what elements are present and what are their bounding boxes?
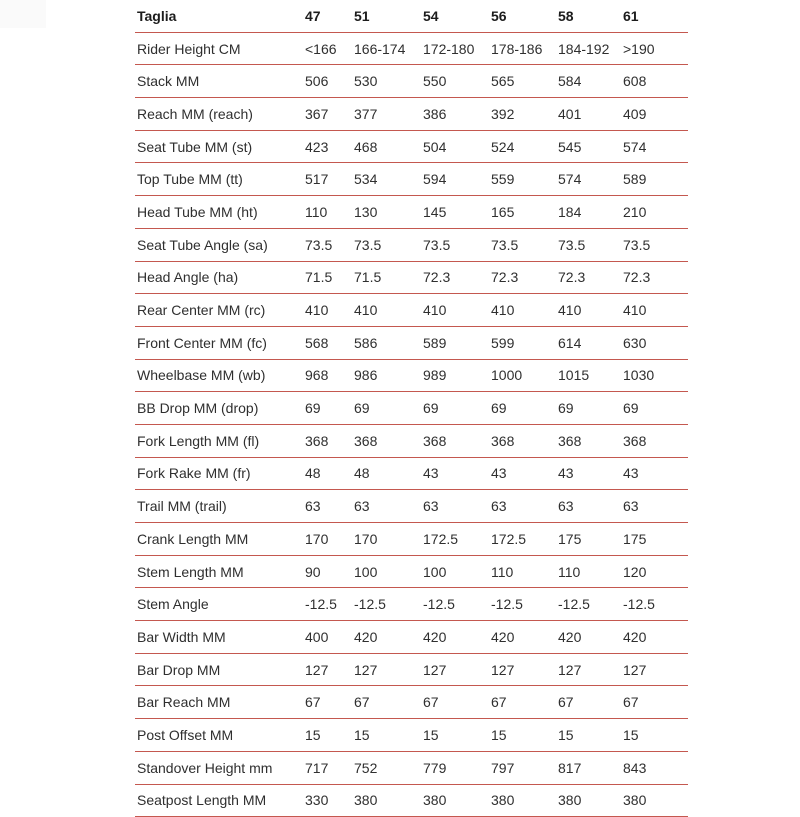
row-label: Post Offset MM [135, 719, 305, 752]
cell-value: 67 [491, 686, 558, 719]
row-label: Bar Reach MM [135, 686, 305, 719]
cell-value: 69 [623, 392, 688, 425]
cell-value: 67 [623, 686, 688, 719]
row-label: Top Tube MM (tt) [135, 163, 305, 196]
cell-value: 67 [558, 686, 623, 719]
cell-value: 574 [558, 163, 623, 196]
cell-value: 63 [423, 490, 491, 523]
cell-value: 1015 [558, 359, 623, 392]
cell-value: 410 [305, 294, 354, 327]
row-label: Front Center MM (fc) [135, 326, 305, 359]
cell-value: 380 [491, 784, 558, 817]
column-header-size: 61 [623, 0, 688, 32]
cell-value: 72.3 [423, 261, 491, 294]
cell-value: <166 [305, 32, 354, 65]
cell-value: 178-186 [491, 32, 558, 65]
cell-value: 43 [623, 457, 688, 490]
cell-value: 410 [491, 294, 558, 327]
cell-value: 568 [305, 326, 354, 359]
cell-value: 797 [491, 751, 558, 784]
row-label: Bar Width MM [135, 621, 305, 654]
cell-value: 468 [354, 130, 423, 163]
cell-value: 69 [305, 392, 354, 425]
header-row [135, 0, 688, 32]
cell-value: 172.5 [491, 523, 558, 556]
table-row [135, 719, 688, 752]
table-row [135, 784, 688, 817]
cell-value: 15 [354, 719, 423, 752]
cell-value: 100 [423, 555, 491, 588]
cell-value: 589 [623, 163, 688, 196]
cell-value: 15 [558, 719, 623, 752]
cell-value: 368 [558, 424, 623, 457]
table-row [135, 523, 688, 556]
cell-value: 368 [623, 424, 688, 457]
cell-value: 172.5 [423, 523, 491, 556]
cell-value: 72.3 [558, 261, 623, 294]
cell-value: 48 [305, 457, 354, 490]
cell-value: 145 [423, 196, 491, 229]
cell-value: 420 [558, 621, 623, 654]
cell-value: 73.5 [423, 228, 491, 261]
row-label: Head Angle (ha) [135, 261, 305, 294]
cell-value: 43 [491, 457, 558, 490]
cell-value: 72.3 [491, 261, 558, 294]
cell-value: 170 [305, 523, 354, 556]
cell-value: 130 [354, 196, 423, 229]
column-header-size: 58 [558, 0, 623, 32]
cell-value: 380 [423, 784, 491, 817]
row-label: Seatpost Length MM [135, 784, 305, 817]
cell-value: 752 [354, 751, 423, 784]
cell-value: 210 [623, 196, 688, 229]
row-label: Stack MM [135, 65, 305, 98]
cell-value: 110 [491, 555, 558, 588]
geometry-table-container [135, 0, 688, 817]
cell-value: 367 [305, 98, 354, 131]
cell-value: 368 [423, 424, 491, 457]
cell-value: 368 [354, 424, 423, 457]
row-label: Stem Angle [135, 588, 305, 621]
cell-value: 175 [558, 523, 623, 556]
cell-value: 545 [558, 130, 623, 163]
table-row [135, 228, 688, 261]
column-header-taglia: Taglia [135, 0, 305, 32]
cell-value: 1030 [623, 359, 688, 392]
cell-value: 524 [491, 130, 558, 163]
cell-value: 67 [305, 686, 354, 719]
cell-value: 586 [354, 326, 423, 359]
cell-value: 380 [558, 784, 623, 817]
table-row [135, 326, 688, 359]
cell-value: -12.5 [423, 588, 491, 621]
cell-value: 400 [305, 621, 354, 654]
cell-value: 63 [623, 490, 688, 523]
cell-value: 110 [558, 555, 623, 588]
cell-value: 15 [623, 719, 688, 752]
cell-value: 48 [354, 457, 423, 490]
cell-value: 594 [423, 163, 491, 196]
cell-value: 401 [558, 98, 623, 131]
cell-value: 565 [491, 65, 558, 98]
table-row [135, 32, 688, 65]
table-row [135, 686, 688, 719]
cell-value: 380 [354, 784, 423, 817]
cell-value: 410 [423, 294, 491, 327]
cell-value: 559 [491, 163, 558, 196]
cell-value: 608 [623, 65, 688, 98]
cell-value: 43 [423, 457, 491, 490]
cell-value: 184 [558, 196, 623, 229]
cell-value: 170 [354, 523, 423, 556]
table-row [135, 294, 688, 327]
table-row [135, 424, 688, 457]
cell-value: 127 [423, 653, 491, 686]
row-label: Fork Length MM (fl) [135, 424, 305, 457]
column-header-size: 47 [305, 0, 354, 32]
cell-value: 423 [305, 130, 354, 163]
row-label: Crank Length MM [135, 523, 305, 556]
cell-value: 127 [354, 653, 423, 686]
cell-value: 420 [423, 621, 491, 654]
cell-value: 779 [423, 751, 491, 784]
cell-value: 110 [305, 196, 354, 229]
column-header-size: 54 [423, 0, 491, 32]
cell-value: 420 [354, 621, 423, 654]
cell-value: 67 [354, 686, 423, 719]
cell-value: 184-192 [558, 32, 623, 65]
cell-value: 165 [491, 196, 558, 229]
table-row [135, 359, 688, 392]
cell-value: -12.5 [623, 588, 688, 621]
cell-value: 409 [623, 98, 688, 131]
cell-value: 584 [558, 65, 623, 98]
row-label: Seat Tube Angle (sa) [135, 228, 305, 261]
cell-value: 989 [423, 359, 491, 392]
cell-value: 73.5 [305, 228, 354, 261]
cell-value: 100 [354, 555, 423, 588]
cell-value: 817 [558, 751, 623, 784]
row-label: Reach MM (reach) [135, 98, 305, 131]
cell-value: -12.5 [305, 588, 354, 621]
cell-value: 90 [305, 555, 354, 588]
cell-value: 420 [491, 621, 558, 654]
cell-value: 534 [354, 163, 423, 196]
cell-value: 368 [491, 424, 558, 457]
column-header-size: 56 [491, 0, 558, 32]
cell-value: 63 [305, 490, 354, 523]
cell-value: 386 [423, 98, 491, 131]
cell-value: 73.5 [354, 228, 423, 261]
spec-table-body [135, 32, 688, 817]
cell-value: 410 [354, 294, 423, 327]
row-label: Fork Rake MM (fr) [135, 457, 305, 490]
cell-value: 71.5 [305, 261, 354, 294]
cell-value: 589 [423, 326, 491, 359]
table-row [135, 392, 688, 425]
cell-value: 377 [354, 98, 423, 131]
cell-value: 63 [354, 490, 423, 523]
cell-value: >190 [623, 32, 688, 65]
cell-value: 127 [491, 653, 558, 686]
geometry-spec-table [135, 0, 688, 817]
table-row [135, 130, 688, 163]
row-label: BB Drop MM (drop) [135, 392, 305, 425]
table-row [135, 196, 688, 229]
cell-value: 410 [558, 294, 623, 327]
cell-value: 330 [305, 784, 354, 817]
cell-value: 614 [558, 326, 623, 359]
cell-value: 506 [305, 65, 354, 98]
cell-value: 15 [491, 719, 558, 752]
row-label: Bar Drop MM [135, 653, 305, 686]
table-row [135, 751, 688, 784]
spec-table-header [135, 0, 688, 32]
cell-value: 73.5 [623, 228, 688, 261]
cell-value: 574 [623, 130, 688, 163]
corner-artifact [0, 0, 46, 28]
cell-value: -12.5 [558, 588, 623, 621]
table-row [135, 588, 688, 621]
table-row [135, 65, 688, 98]
cell-value: 73.5 [558, 228, 623, 261]
cell-value: 43 [558, 457, 623, 490]
cell-value: 69 [423, 392, 491, 425]
table-row [135, 555, 688, 588]
cell-value: 69 [354, 392, 423, 425]
cell-value: 172-180 [423, 32, 491, 65]
row-label: Rear Center MM (rc) [135, 294, 305, 327]
row-label: Stem Length MM [135, 555, 305, 588]
cell-value: 15 [423, 719, 491, 752]
row-label: Rider Height CM [135, 32, 305, 65]
cell-value: -12.5 [354, 588, 423, 621]
table-row [135, 457, 688, 490]
cell-value: 63 [491, 490, 558, 523]
cell-value: 73.5 [491, 228, 558, 261]
cell-value: 71.5 [354, 261, 423, 294]
cell-value: 127 [305, 653, 354, 686]
cell-value: 15 [305, 719, 354, 752]
cell-value: 504 [423, 130, 491, 163]
cell-value: 843 [623, 751, 688, 784]
table-row [135, 490, 688, 523]
cell-value: 368 [305, 424, 354, 457]
cell-value: 599 [491, 326, 558, 359]
table-row [135, 653, 688, 686]
table-row [135, 261, 688, 294]
cell-value: 127 [623, 653, 688, 686]
cell-value: 175 [623, 523, 688, 556]
column-header-size: 51 [354, 0, 423, 32]
table-row [135, 98, 688, 131]
cell-value: 717 [305, 751, 354, 784]
cell-value: 69 [558, 392, 623, 425]
cell-value: 630 [623, 326, 688, 359]
cell-value: 1000 [491, 359, 558, 392]
cell-value: 166-174 [354, 32, 423, 65]
cell-value: 550 [423, 65, 491, 98]
row-label: Head Tube MM (ht) [135, 196, 305, 229]
cell-value: 530 [354, 65, 423, 98]
row-label: Trail MM (trail) [135, 490, 305, 523]
cell-value: 380 [623, 784, 688, 817]
table-row [135, 621, 688, 654]
cell-value: 392 [491, 98, 558, 131]
cell-value: 67 [423, 686, 491, 719]
cell-value: 72.3 [623, 261, 688, 294]
cell-value: 410 [623, 294, 688, 327]
cell-value: 517 [305, 163, 354, 196]
row-label: Seat Tube MM (st) [135, 130, 305, 163]
cell-value: 986 [354, 359, 423, 392]
cell-value: 968 [305, 359, 354, 392]
row-label: Wheelbase MM (wb) [135, 359, 305, 392]
cell-value: 127 [558, 653, 623, 686]
table-row [135, 163, 688, 196]
cell-value: 120 [623, 555, 688, 588]
cell-value: -12.5 [491, 588, 558, 621]
cell-value: 69 [491, 392, 558, 425]
row-label: Standover Height mm [135, 751, 305, 784]
cell-value: 63 [558, 490, 623, 523]
cell-value: 420 [623, 621, 688, 654]
